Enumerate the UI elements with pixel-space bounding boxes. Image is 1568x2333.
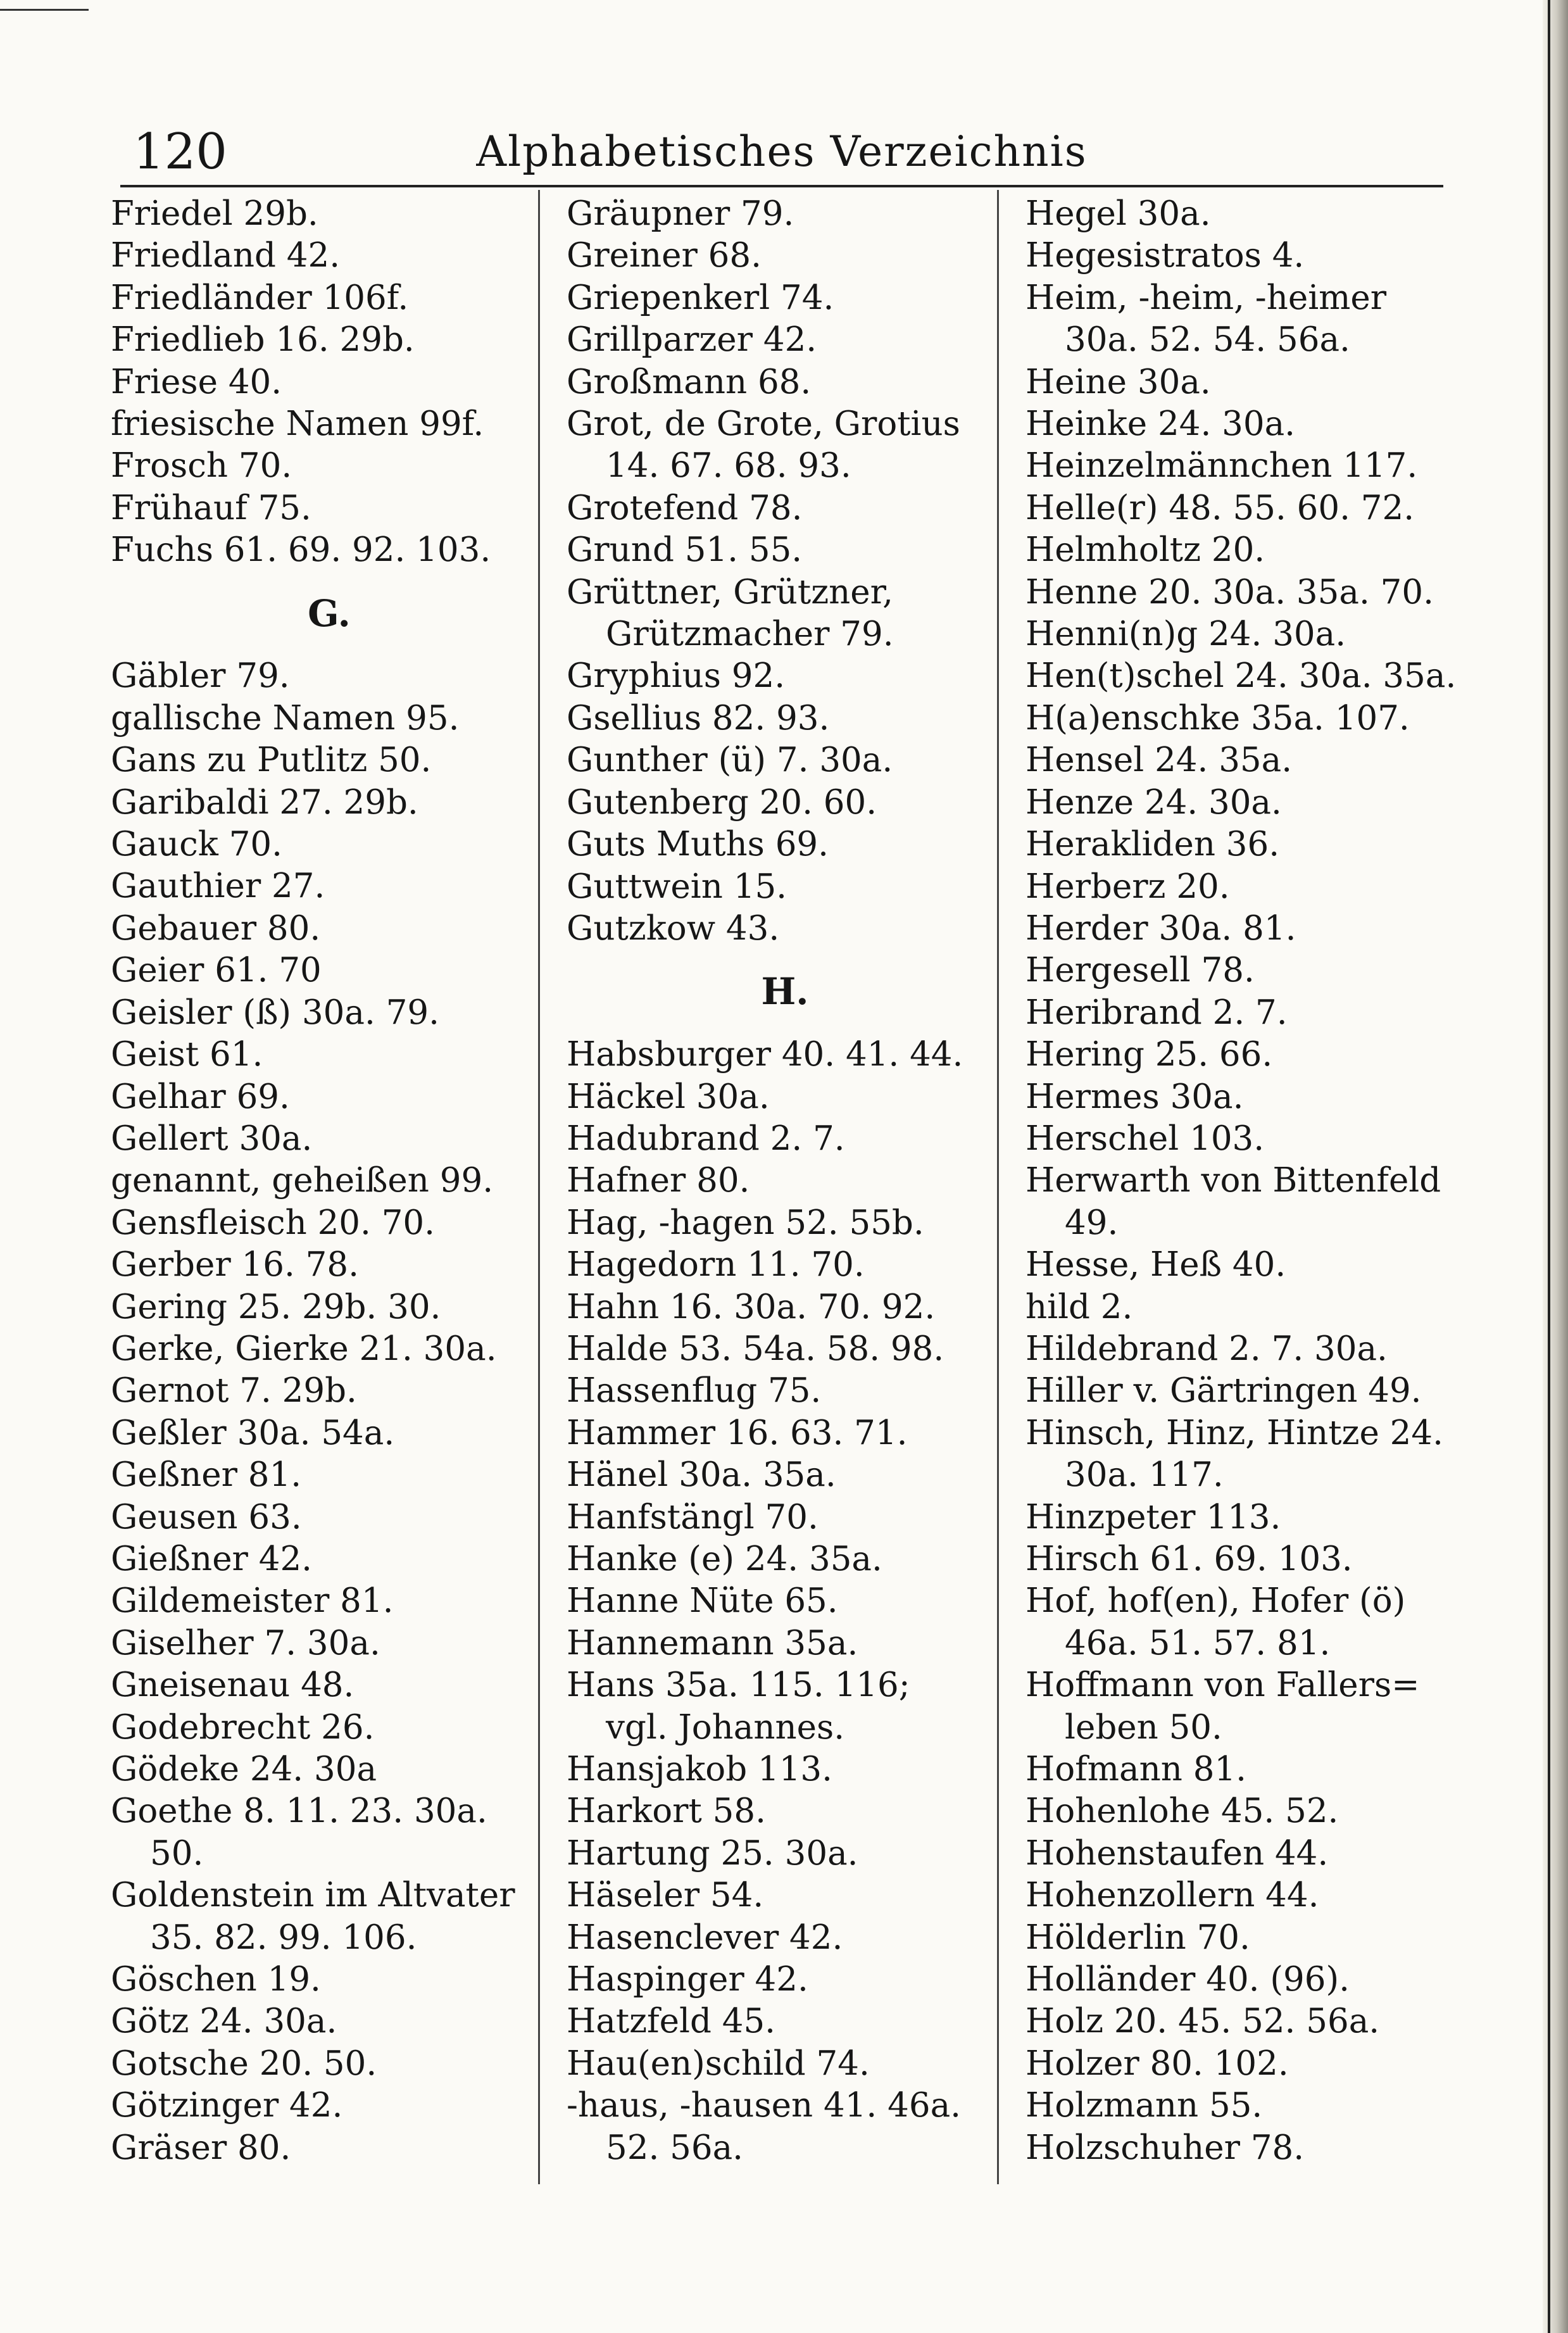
index-entry: Hagedorn 11. 70. xyxy=(567,1245,865,1285)
index-entry: Hansjakob 113. xyxy=(567,1750,832,1789)
index-column-3 xyxy=(1025,193,1462,2169)
index-entry: Gryphius 92. xyxy=(567,657,786,696)
index-entry: Gildemeister 81. xyxy=(111,1582,394,1621)
index-entry: Holzschuher 78. xyxy=(1025,2128,1305,2167)
index-entry: Götz 24. 30a. xyxy=(111,2002,337,2041)
index-entry: Gebauer 80. xyxy=(111,909,321,948)
index-entry: Großmann 68. xyxy=(567,362,812,401)
index-entry-continuation: leben 50. xyxy=(1065,1707,1222,1747)
index-entry: Garibaldi 27. 29b. xyxy=(111,783,418,822)
index-entry: Fuchs 61. 69. 92. 103. xyxy=(111,531,491,570)
index-entry: Harkort 58. xyxy=(567,1792,766,1831)
index-entry: Friese 40. xyxy=(111,362,282,401)
index-entry: Hatzfeld 45. xyxy=(567,2002,776,2041)
index-entry: Hen(t)schel 24. 30a. 35a. xyxy=(1025,657,1457,696)
index-entry: Hering 25. 66. xyxy=(1025,1035,1273,1074)
index-column-2 xyxy=(567,193,1003,2169)
index-entry: Hölderlin 70. xyxy=(1025,1918,1250,1957)
index-entry: friesische Namen 99f. xyxy=(111,405,484,444)
index-entry: Henni(n)g 24. 30a. xyxy=(1025,615,1346,654)
index-entry-continuation: 46a. 51. 57. 81. xyxy=(1065,1623,1331,1663)
index-entry: Götzinger 42. xyxy=(111,2086,343,2125)
index-entry: Gäbler 79. xyxy=(111,657,290,696)
index-entry: Häckel 30a. xyxy=(567,1077,770,1116)
index-entry: Goldenstein im Altvater xyxy=(111,1876,515,1915)
index-entry: Herder 30a. 81. xyxy=(1025,909,1296,948)
index-entry: Gauthier 27. xyxy=(111,867,325,906)
index-entry: Hegel 30a. xyxy=(1025,194,1211,233)
page-edge-line xyxy=(1548,0,1550,2333)
page-header xyxy=(120,117,1443,187)
index-entry: Friedland 42. xyxy=(111,236,341,275)
index-entry: Gerber 16. 78. xyxy=(111,1245,359,1285)
index-entry: Hirsch 61. 69. 103. xyxy=(1025,1540,1353,1578)
index-entry: Hofmann 81. xyxy=(1025,1750,1247,1789)
index-entry: Heinke 24. 30a. xyxy=(1025,405,1296,444)
index-entry: Gödeke 24. 30a xyxy=(111,1750,377,1789)
index-entry: Helmholtz 20. xyxy=(1025,531,1265,570)
index-entry: genannt, geheißen 99. xyxy=(111,1161,494,1200)
index-entry: Hof, hof(en), Hofer (ö) xyxy=(1025,1582,1406,1621)
index-entry: Herberz 20. xyxy=(1025,867,1230,906)
index-entry: Gutenberg 20. 60. xyxy=(567,783,877,822)
index-entry: Gans zu Putlitz 50. xyxy=(111,741,432,780)
index-entry: Hergesell 78. xyxy=(1025,951,1255,990)
index-entry: Hinzpeter 113. xyxy=(1025,1497,1281,1537)
index-column-1 xyxy=(111,193,548,2169)
index-entry: Hau(en)schild 74. xyxy=(567,2044,870,2083)
page-edge-shadow xyxy=(1543,0,1568,2333)
index-entry: Hasenclever 42. xyxy=(567,1918,843,1957)
index-entry: Gräupner 79. xyxy=(567,194,794,233)
index-entry: Greiner 68. xyxy=(567,236,762,275)
index-entry: Grotefend 78. xyxy=(567,488,803,527)
index-entry: Herschel 103. xyxy=(1025,1119,1265,1158)
index-entry: H(a)enschke 35a. 107. xyxy=(1025,698,1410,738)
index-entry: Heim, -heim, -heimer xyxy=(1025,278,1387,317)
index-entry: Grüttner, Grützner, xyxy=(567,572,893,612)
index-entry: Hanke (e) 24. 35a. xyxy=(567,1539,882,1578)
index-entry: Holländer 40. (96). xyxy=(1025,1960,1350,1999)
page-number: 120 xyxy=(133,123,227,180)
index-entry: Hohenzollern 44. xyxy=(1025,1876,1319,1915)
index-entry: Hesse, Heß 40. xyxy=(1025,1245,1286,1285)
index-entry: Göschen 19. xyxy=(111,1960,321,1999)
index-entry: Gunther (ü) 7. 30a. xyxy=(567,741,893,780)
index-entry: Heine 30a. xyxy=(1025,362,1211,401)
index-entry: Geßler 30a. 54a. xyxy=(111,1413,395,1452)
index-entry-continuation: 49. xyxy=(1065,1203,1119,1242)
index-entry: Hohenstaufen 44. xyxy=(1025,1833,1329,1873)
header-rule xyxy=(120,185,1443,187)
index-entry: Guttwein 15. xyxy=(567,867,787,906)
index-entry: Heribrand 2. 7. xyxy=(1025,993,1288,1032)
index-entry-continuation: 52. 56a. xyxy=(606,2128,744,2167)
index-entry-continuation: Grützmacher 79. xyxy=(606,615,894,654)
index-entry-continuation: 30a. 52. 54. 56a. xyxy=(1065,320,1350,360)
index-entry: Holzer 80. 102. xyxy=(1025,2044,1289,2083)
index-entry: Guts Muths 69. xyxy=(567,825,829,864)
index-entry: Holzmann 55. xyxy=(1025,2086,1263,2125)
index-entry: Hensel 24. 35a. xyxy=(1025,741,1293,780)
index-entry: Gneisenau 48. xyxy=(111,1666,354,1705)
index-entry: Friedlieb 16. 29b. xyxy=(111,320,415,360)
index-entry: Hadubrand 2. 7. xyxy=(567,1119,845,1158)
index-entry: Gering 25. 29b. 30. xyxy=(111,1287,441,1326)
index-entry: Friedländer 106f. xyxy=(111,278,409,317)
index-entry-continuation: 35. 82. 99. 106. xyxy=(150,1918,417,1957)
index-entry: Hermes 30a. xyxy=(1025,1077,1244,1116)
index-entry: -haus, -hausen 41. 46a. xyxy=(567,2086,962,2125)
index-entry: Grillparzer 42. xyxy=(567,320,817,360)
index-entry: Heinzelmännchen 117. xyxy=(1025,446,1418,486)
index-entry: Hannemann 35a. xyxy=(567,1623,858,1663)
index-entry: Geist 61. xyxy=(111,1035,263,1074)
letter-heading: H. xyxy=(761,970,809,1014)
index-entry: Helle(r) 48. 55. 60. 72. xyxy=(1025,488,1415,527)
running-title: Alphabetisches Verzeichnis xyxy=(476,127,1088,176)
index-entry: Gelhar 69. xyxy=(111,1077,290,1116)
index-entry-continuation: vgl. Johannes. xyxy=(606,1707,845,1747)
index-entry: Godebrecht 26. xyxy=(111,1707,375,1747)
index-entry: Griepenkerl 74. xyxy=(567,278,834,317)
letter-heading: G. xyxy=(308,591,351,635)
index-entry: Grund 51. 55. xyxy=(567,531,803,570)
index-entry: Haspinger 42. xyxy=(567,1960,808,1999)
index-entry: Geßner 81. xyxy=(111,1456,302,1495)
index-entry: Hammer 16. 63. 71. xyxy=(567,1413,908,1452)
index-entry: Goethe 8. 11. 23. 30a. xyxy=(111,1792,487,1831)
top-edge-rule xyxy=(0,9,89,11)
index-entry: Henne 20. 30a. 35a. 70. xyxy=(1025,572,1434,612)
index-entry: Halde 53. 54a. 58. 98. xyxy=(567,1329,944,1368)
index-entry: Friedel 29b. xyxy=(111,194,318,233)
index-entry: Hahn 16. 30a. 70. 92. xyxy=(567,1287,936,1326)
index-entry: Gutzkow 43. xyxy=(567,909,780,948)
index-entry: Holz 20. 45. 52. 56a. xyxy=(1025,2002,1380,2041)
index-entry: Hoffmann von Fallers= xyxy=(1025,1666,1420,1705)
index-entry: Giselher 7. 30a. xyxy=(111,1623,380,1663)
index-entry: Hassenflug 75. xyxy=(567,1371,822,1411)
index-entry: Frosch 70. xyxy=(111,446,292,486)
index-entry: Hafner 80. xyxy=(567,1161,750,1200)
index-entry: Gräser 80. xyxy=(111,2128,291,2167)
index-entry: Herwarth von Bittenfeld xyxy=(1025,1161,1441,1200)
index-entry: Grot, de Grote, Grotius xyxy=(567,405,960,444)
index-entry: Geisler (ß) 30a. 79. xyxy=(111,993,439,1032)
index-entry: Frühauf 75. xyxy=(111,488,311,527)
index-entry: Hartung 25. 30a. xyxy=(567,1833,858,1873)
index-entry: Geusen 63. xyxy=(111,1497,302,1537)
index-entry: Herakliden 36. xyxy=(1025,825,1280,864)
index-entry-continuation: 30a. 117. xyxy=(1065,1456,1224,1495)
index-entry: Geier 61. 70 xyxy=(111,951,322,990)
index-entry: Gotsche 20. 50. xyxy=(111,2044,377,2083)
index-entry: Hegesistratos 4. xyxy=(1025,236,1305,275)
index-entry: Habsburger 40. 41. 44. xyxy=(567,1035,963,1074)
index-entry: Hildebrand 2. 7. 30a. xyxy=(1025,1329,1388,1368)
index-entry: gallische Namen 95. xyxy=(111,698,460,738)
index-entry: Henze 24. 30a. xyxy=(1025,783,1282,822)
index-entry: Hanfstängl 70. xyxy=(567,1497,818,1537)
index-entry: Hinsch, Hinz, Hintze 24. xyxy=(1025,1413,1443,1452)
index-entry-continuation: 50. xyxy=(150,1833,204,1873)
index-entry: Hans 35a. 115. 116; xyxy=(567,1666,910,1705)
index-entry: Hiller v. Gärtringen 49. xyxy=(1025,1371,1422,1411)
index-entry: Gsellius 82. 93. xyxy=(567,698,830,738)
index-entry: Hohenlohe 45. 52. xyxy=(1025,1792,1339,1831)
index-entry: Gellert 30a. xyxy=(111,1119,313,1158)
index-entry: Häseler 54. xyxy=(567,1876,764,1915)
index-entry: Gerke, Gierke 21. 30a. xyxy=(111,1329,497,1368)
index-entry: Hänel 30a. 35a. xyxy=(567,1456,836,1495)
index-entry-continuation: 14. 67. 68. 93. xyxy=(606,446,851,486)
index-entry: Gauck 70. xyxy=(111,825,283,864)
index-entry: Hanne Nüte 65. xyxy=(567,1582,838,1621)
index-entry: Gensfleisch 20. 70. xyxy=(111,1203,435,1242)
index-entry: Gernot 7. 29b. xyxy=(111,1371,357,1411)
index-entry: Hag, -hagen 52. 55b. xyxy=(567,1203,924,1242)
index-entry: Gießner 42. xyxy=(111,1539,313,1578)
index-entry: hild 2. xyxy=(1025,1287,1133,1326)
